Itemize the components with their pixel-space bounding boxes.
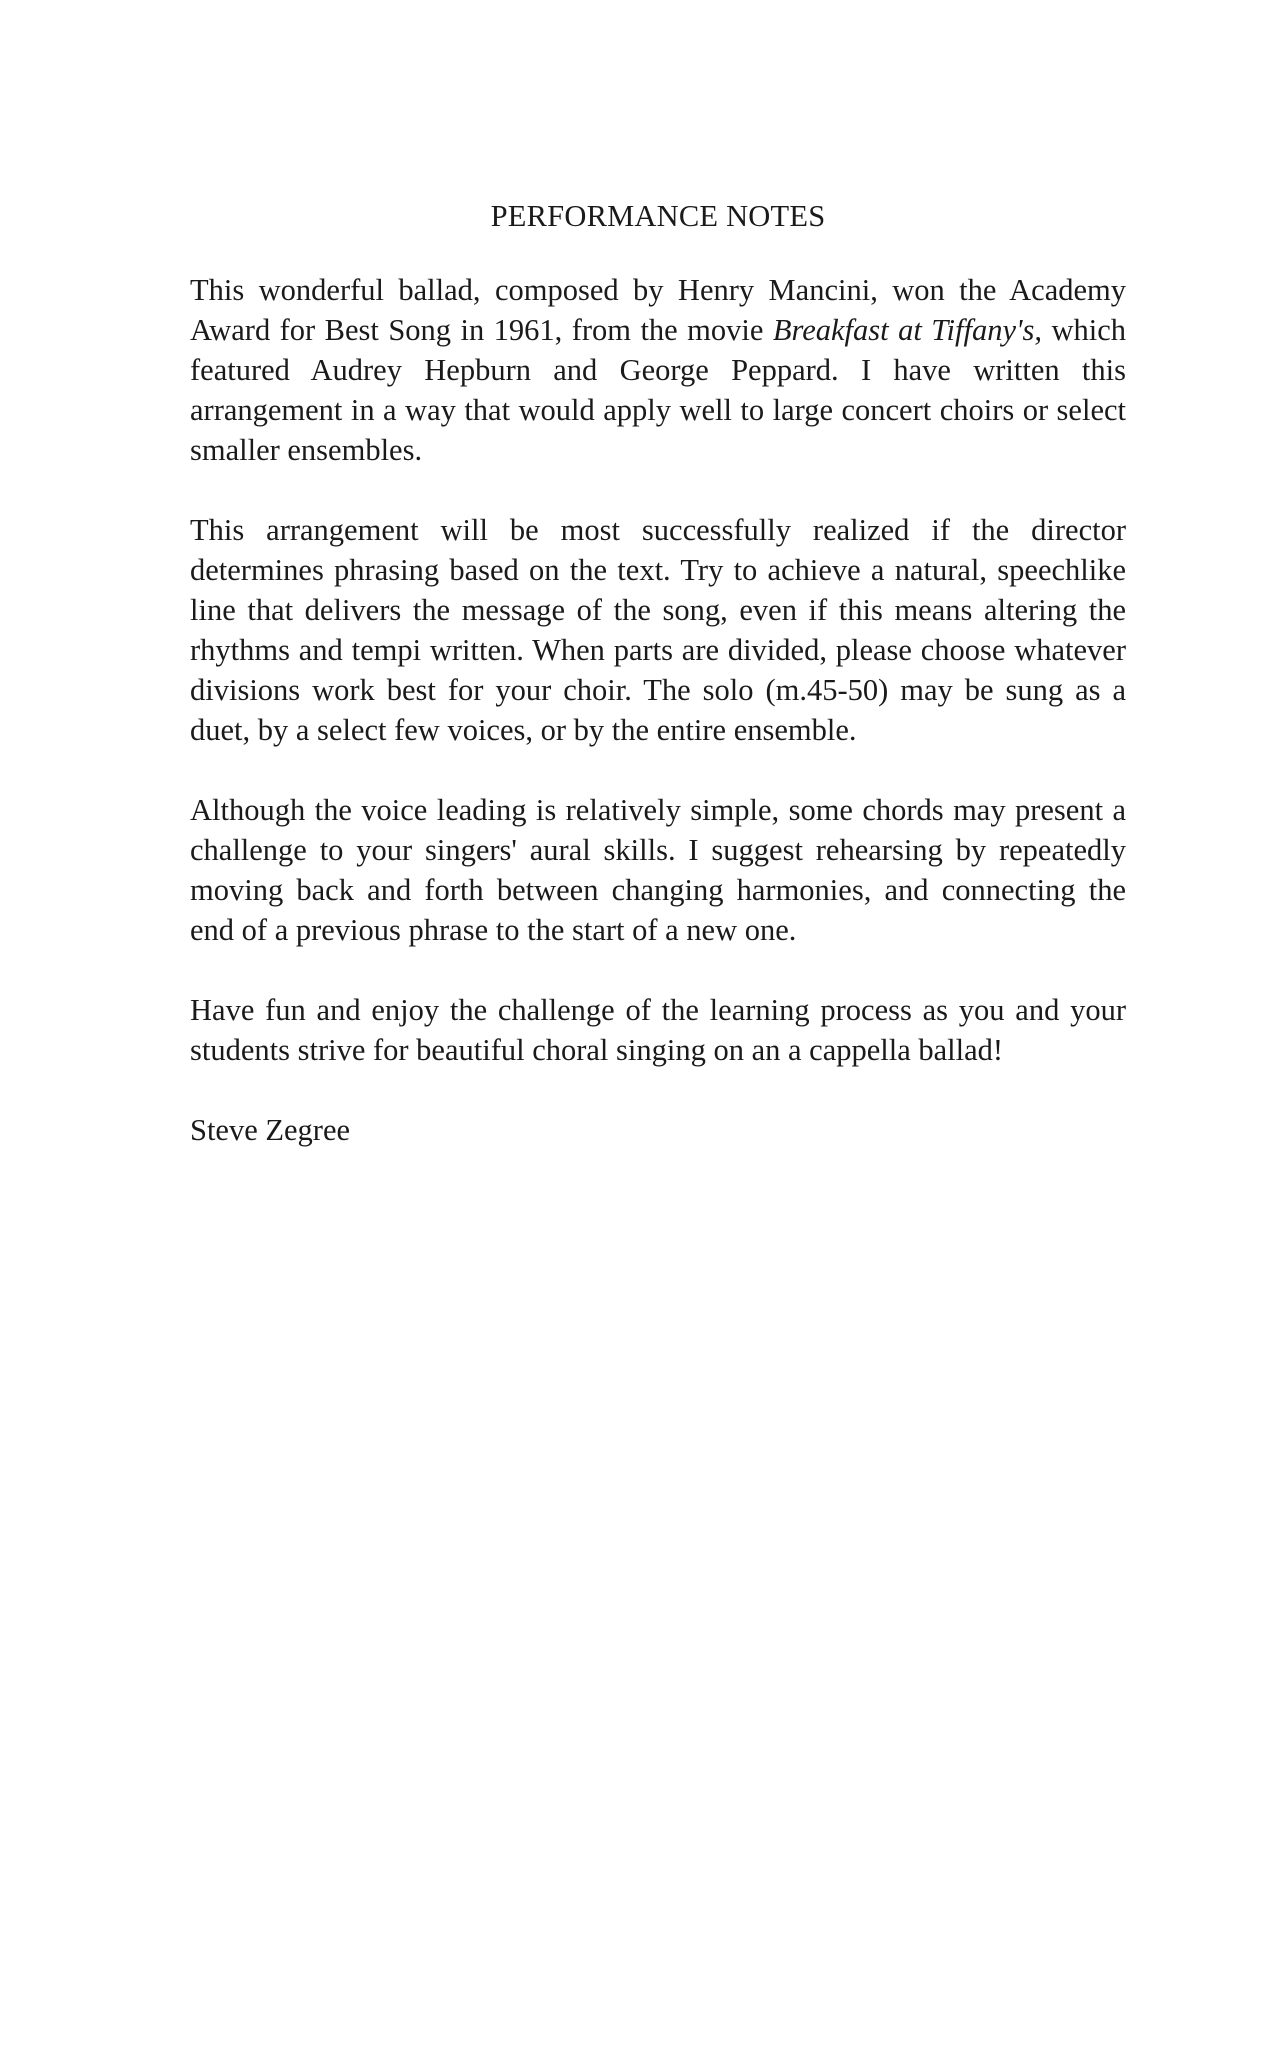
paragraph-phrasing: This arrangement will be most successfully realized if the director determines phrasing based on the text. Try to achieve a natural, speechlike line that delivers the message of the song, even if this means altering the rhythms and tempi written. When parts are divided, please choose whatever divisions work best for your choir. The solo (m.45-50) may be sung as a duet, by a select few voices, or by the entire ensemble.: [190, 513, 1126, 747]
paragraph-closing: Have fun and enjoy the challenge of the learning process as you and your students strive for beautiful choral singing on an a cappella ballad!: [190, 993, 1126, 1067]
paragraph-intro: [190, 270, 1126, 470]
paragraph-intro-text-before: This wonderful ballad, composed by Henry Mancini, won the Academy Award for Best Song in 1961, from the movie: [190, 273, 1126, 347]
movie-title: Breakfast at Tiffany's,: [772, 313, 1042, 347]
signature: Steve Zegree: [190, 1113, 351, 1147]
paragraph-intro-text-after: which featured Audrey Hepburn and George Peppard. I have written this arrangement in a way that would apply well to large concert choirs or select smaller ensembles.: [190, 313, 1126, 467]
page-title: PERFORMANCE NOTES: [490, 199, 826, 233]
document-body: [190, 196, 1126, 1150]
paragraph-voice-leading: Although the voice leading is relatively simple, some chords may present a challenge to your singers' aural skills. I suggest rehearsing by repeatedly moving back and forth between changing harmonies, and connecting the end of a previous phrase to the start of a new one.: [190, 793, 1126, 947]
